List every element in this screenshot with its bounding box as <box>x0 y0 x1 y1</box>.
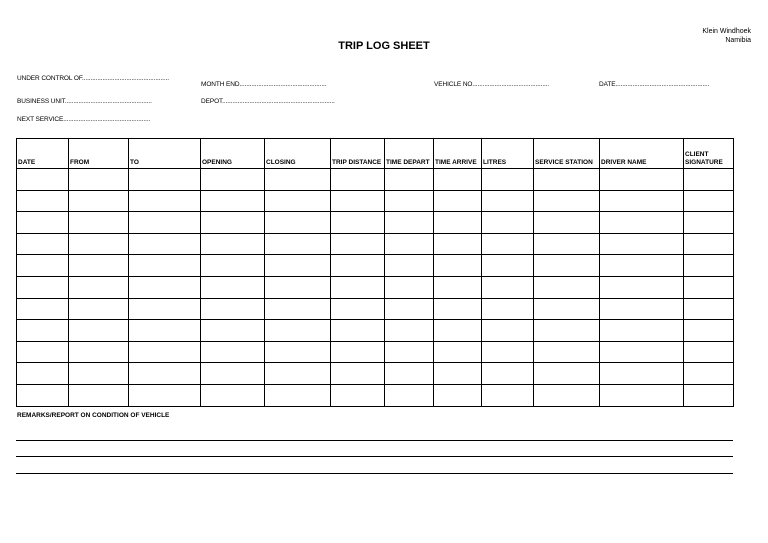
table-cell[interactable] <box>600 169 684 191</box>
table-row <box>17 212 734 234</box>
table-cell[interactable] <box>69 320 129 342</box>
table-cell[interactable] <box>331 190 385 212</box>
table-cell[interactable] <box>17 298 69 320</box>
table-cell[interactable] <box>201 190 265 212</box>
table-cell[interactable] <box>684 384 734 406</box>
table-cell[interactable] <box>434 341 482 363</box>
table-cell[interactable] <box>600 276 684 298</box>
table-cell[interactable] <box>482 190 534 212</box>
table-cell[interactable] <box>331 212 385 234</box>
table-cell[interactable] <box>434 384 482 406</box>
table-cell[interactable] <box>434 212 482 234</box>
table-header-row <box>17 139 734 169</box>
table-cell[interactable] <box>600 190 684 212</box>
date-field[interactable]: DATE....................................................... <box>599 81 710 88</box>
table-cell[interactable] <box>684 298 734 320</box>
table-cell[interactable] <box>17 190 69 212</box>
table-cell[interactable] <box>482 298 534 320</box>
table-cell[interactable] <box>385 320 434 342</box>
table-cell[interactable] <box>129 190 201 212</box>
table-cell[interactable] <box>482 212 534 234</box>
table-cell[interactable] <box>17 384 69 406</box>
table-cell[interactable] <box>385 233 434 255</box>
table-cell[interactable] <box>201 341 265 363</box>
business-unit-field[interactable]: BUSINESS UNIT................................................... <box>17 98 152 105</box>
table-row <box>17 363 734 385</box>
table-cell[interactable] <box>331 298 385 320</box>
table-cell[interactable] <box>69 190 129 212</box>
table-cell[interactable] <box>482 255 534 277</box>
remarks-line[interactable] <box>16 440 733 441</box>
depot-field[interactable]: DEPOT.................................................................. <box>201 98 335 105</box>
table-cell[interactable] <box>17 169 69 191</box>
table-cell[interactable] <box>331 384 385 406</box>
address-line-2: Namibia <box>725 37 751 44</box>
table-cell[interactable] <box>69 298 129 320</box>
table-row <box>17 169 734 191</box>
table-cell[interactable] <box>385 384 434 406</box>
table-cell[interactable] <box>69 341 129 363</box>
col-header-time-arrive: TIME ARRIVE <box>434 139 482 169</box>
next-service-field[interactable]: NEXT SERVICE................................................... <box>17 116 151 123</box>
table-cell[interactable] <box>265 298 331 320</box>
table-cell[interactable] <box>684 190 734 212</box>
table-cell[interactable] <box>385 276 434 298</box>
table-cell[interactable] <box>129 384 201 406</box>
table-cell[interactable] <box>385 298 434 320</box>
table-cell[interactable] <box>385 363 434 385</box>
table-cell[interactable] <box>69 276 129 298</box>
table-cell[interactable] <box>69 384 129 406</box>
table-cell[interactable] <box>17 320 69 342</box>
table-cell[interactable] <box>69 363 129 385</box>
table-cell[interactable] <box>600 233 684 255</box>
table-cell[interactable] <box>265 255 331 277</box>
table-cell[interactable] <box>331 341 385 363</box>
table-cell[interactable] <box>17 276 69 298</box>
table-cell[interactable] <box>265 276 331 298</box>
col-header-to: TO <box>129 139 201 169</box>
table-cell[interactable] <box>482 320 534 342</box>
table-cell[interactable] <box>69 169 129 191</box>
remarks-line[interactable] <box>16 456 733 457</box>
table-cell[interactable] <box>482 341 534 363</box>
col-header-from: FROM <box>69 139 129 169</box>
table-cell[interactable] <box>385 255 434 277</box>
table-cell[interactable] <box>129 255 201 277</box>
col-header-time-depart: TIME DEPART <box>385 139 434 169</box>
table-cell[interactable] <box>482 276 534 298</box>
table-cell[interactable] <box>201 233 265 255</box>
table-cell[interactable] <box>600 384 684 406</box>
table-cell[interactable] <box>534 276 600 298</box>
table-cell[interactable] <box>265 341 331 363</box>
table-cell[interactable] <box>534 169 600 191</box>
month-end-field[interactable]: MONTH END................................................... <box>201 81 327 88</box>
table-cell[interactable] <box>129 298 201 320</box>
table-cell[interactable] <box>684 320 734 342</box>
table-cell[interactable] <box>684 255 734 277</box>
table-cell[interactable] <box>684 341 734 363</box>
table-row <box>17 190 734 212</box>
table-cell[interactable] <box>434 298 482 320</box>
table-cell[interactable] <box>201 384 265 406</box>
table-cell[interactable] <box>265 190 331 212</box>
table-row <box>17 320 734 342</box>
table-cell[interactable] <box>434 233 482 255</box>
remarks-line[interactable] <box>16 473 733 474</box>
table-row <box>17 384 734 406</box>
table-cell[interactable] <box>600 212 684 234</box>
table-cell[interactable] <box>434 255 482 277</box>
table-cell[interactable] <box>17 212 69 234</box>
page-title: TRIP LOG SHEET <box>338 40 430 52</box>
trip-log-table <box>16 138 734 407</box>
table-cell[interactable] <box>534 298 600 320</box>
col-header-service-station: SERVICE STATION <box>534 139 600 169</box>
table-row <box>17 233 734 255</box>
table-cell[interactable] <box>600 363 684 385</box>
table-cell[interactable] <box>201 169 265 191</box>
table-cell[interactable] <box>201 363 265 385</box>
table-cell[interactable] <box>331 233 385 255</box>
table-cell[interactable] <box>201 255 265 277</box>
table-cell[interactable] <box>201 212 265 234</box>
col-header-client-signature: CLIENT SIGNATURE <box>684 139 734 169</box>
table-cell[interactable] <box>482 169 534 191</box>
table-cell[interactable] <box>385 212 434 234</box>
table-cell[interactable] <box>129 233 201 255</box>
table-cell[interactable] <box>434 363 482 385</box>
table-cell[interactable] <box>17 233 69 255</box>
address-line-1: Klein Windhoek <box>702 28 751 35</box>
table-cell[interactable] <box>69 255 129 277</box>
table-cell[interactable] <box>534 190 600 212</box>
table-cell[interactable] <box>434 169 482 191</box>
table-cell[interactable] <box>534 384 600 406</box>
table-cell[interactable] <box>434 276 482 298</box>
table-cell[interactable] <box>69 212 129 234</box>
table-cell[interactable] <box>129 320 201 342</box>
table-cell[interactable] <box>201 320 265 342</box>
table-cell[interactable] <box>482 233 534 255</box>
table-cell[interactable] <box>265 320 331 342</box>
table-cell[interactable] <box>600 341 684 363</box>
table-cell[interactable] <box>331 320 385 342</box>
table-row <box>17 255 734 277</box>
table-cell[interactable] <box>129 212 201 234</box>
col-header-closing: CLOSING <box>265 139 331 169</box>
table-cell[interactable] <box>265 169 331 191</box>
table-cell[interactable] <box>534 212 600 234</box>
table-cell[interactable] <box>201 298 265 320</box>
table-row <box>17 341 734 363</box>
table-cell[interactable] <box>684 276 734 298</box>
table-cell[interactable] <box>201 276 265 298</box>
table-cell[interactable] <box>434 190 482 212</box>
table-cell[interactable] <box>129 169 201 191</box>
col-header-driver-name: DRIVER NAME <box>600 139 684 169</box>
col-header-date: DATE <box>17 139 69 169</box>
table-cell[interactable] <box>385 190 434 212</box>
table-cell[interactable] <box>600 255 684 277</box>
table-cell[interactable] <box>129 276 201 298</box>
table-cell[interactable] <box>434 320 482 342</box>
table-cell[interactable] <box>684 233 734 255</box>
table-cell[interactable] <box>684 212 734 234</box>
table-cell[interactable] <box>534 233 600 255</box>
table-cell[interactable] <box>482 384 534 406</box>
table-cell[interactable] <box>265 384 331 406</box>
table-cell[interactable] <box>684 363 734 385</box>
table-cell[interactable] <box>385 341 434 363</box>
remarks-label: REMARKS/REPORT ON CONDITION OF VEHICLE <box>17 412 170 419</box>
table-cell[interactable] <box>600 320 684 342</box>
table-cell[interactable] <box>265 363 331 385</box>
table-cell[interactable] <box>69 233 129 255</box>
table-cell[interactable] <box>534 255 600 277</box>
table-cell[interactable] <box>600 298 684 320</box>
table-cell[interactable] <box>331 169 385 191</box>
table-cell[interactable] <box>331 276 385 298</box>
table-cell[interactable] <box>17 341 69 363</box>
col-header-opening: OPENING <box>201 139 265 169</box>
table-cell[interactable] <box>534 363 600 385</box>
table-cell[interactable] <box>684 169 734 191</box>
table-cell[interactable] <box>129 341 201 363</box>
table-cell[interactable] <box>17 363 69 385</box>
table-body <box>17 169 734 407</box>
table-cell[interactable] <box>482 363 534 385</box>
table-cell[interactable] <box>17 255 69 277</box>
table-cell[interactable] <box>534 320 600 342</box>
col-header-trip-distance: TRIP DISTANCE <box>331 139 385 169</box>
table-row <box>17 298 734 320</box>
table-row <box>17 276 734 298</box>
table-cell[interactable] <box>129 363 201 385</box>
col-header-litres: LITRES <box>482 139 534 169</box>
table-cell[interactable] <box>331 363 385 385</box>
table-cell[interactable] <box>265 212 331 234</box>
table-cell[interactable] <box>385 169 434 191</box>
table-cell[interactable] <box>265 233 331 255</box>
vehicle-no-field[interactable]: VEHICLE NO............................................. <box>434 81 550 88</box>
table-cell[interactable] <box>534 341 600 363</box>
under-control-field[interactable]: UNDER CONTROL OF................................................... <box>17 75 169 82</box>
table-cell[interactable] <box>331 255 385 277</box>
